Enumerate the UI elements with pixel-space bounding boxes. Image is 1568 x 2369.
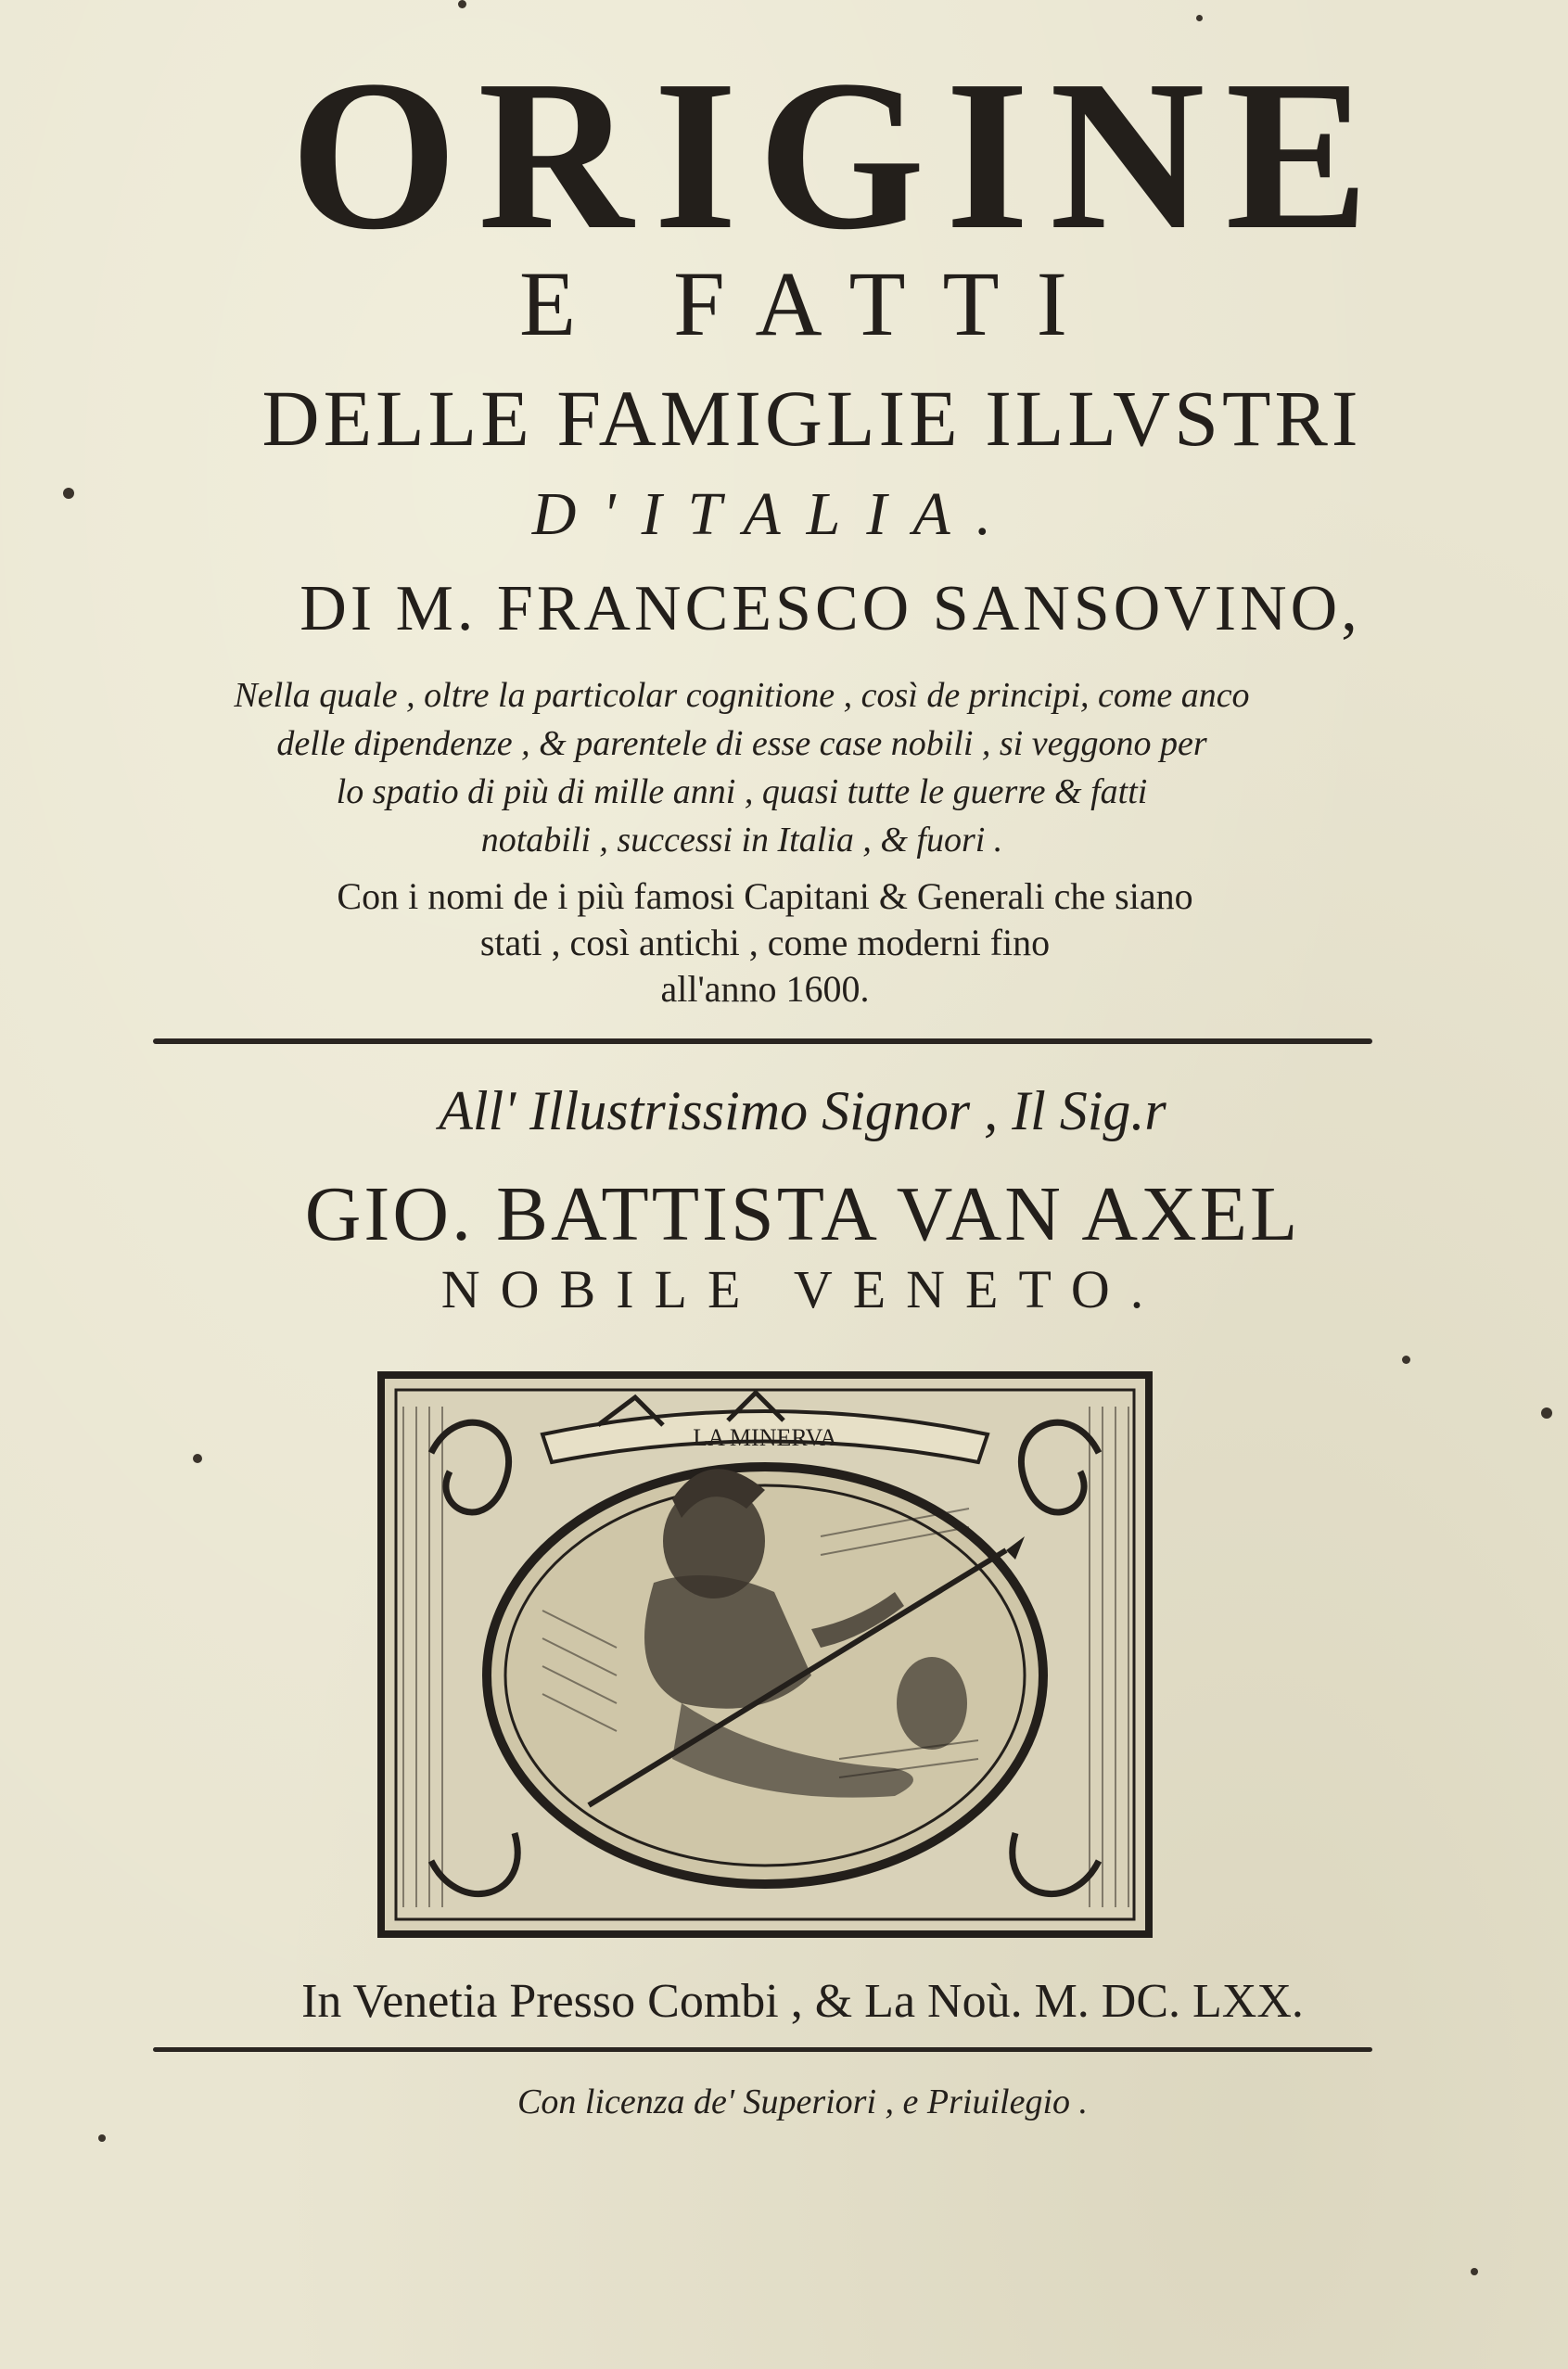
paper-speck	[63, 488, 74, 499]
divider-rule-top	[153, 1038, 1372, 1044]
author-line: DI M. FRANCESCO SANSOVINO,	[300, 573, 1361, 644]
paper-speck	[1471, 2268, 1478, 2275]
dedication-line-1: All' Illustrissimo Signor , Il Sig.r	[439, 1080, 1166, 1141]
names-line: all'anno 1600.	[660, 968, 870, 1010]
names-block	[185, 873, 1345, 1013]
dedication-line-3: NOBILE VENETO.	[440, 1259, 1165, 1319]
paper-speck	[1541, 1407, 1552, 1419]
paper-speck	[1402, 1356, 1410, 1364]
description-block	[139, 671, 1345, 864]
license-line: Con licenza de' Superiori , e Priuilegio .	[517, 2082, 1088, 2121]
book-title: ORIGINE	[289, 36, 1390, 274]
paper-speck	[1196, 15, 1203, 21]
names-line: Con i nomi de i più famosi Capitani & Generali che siano	[337, 875, 1193, 917]
description-line: Nella quale , oltre la particolar cognitione , così de principi, come anco	[234, 676, 1250, 715]
subtitle-line-2: DELLE FAMIGLIE ILLVSTRI	[261, 374, 1362, 463]
subtitle-line-1: E FATTI	[519, 252, 1104, 355]
imprint-line: In Venetia Presso Combi , & La Noù. M. DC. LXX.	[301, 1975, 1304, 2028]
emblem-banner-text: LA MINERVA	[693, 1424, 837, 1451]
paper-speck	[193, 1454, 202, 1463]
subtitle-line-3: D'ITALIA.	[531, 480, 1018, 548]
paper-speck	[458, 0, 466, 8]
divider-rule-bottom	[153, 2047, 1372, 2052]
dedication-line-2: GIO. BATTISTA VAN AXEL	[304, 1171, 1301, 1257]
names-line: stati , così antichi , come moderni fino	[479, 922, 1051, 963]
paper-speck	[98, 2134, 106, 2142]
description-line: delle dipendenze , & parentele di esse case nobili , si veggono per	[276, 724, 1207, 763]
description-line: notabili , successi in Italia , & fuori .	[480, 821, 1003, 860]
minerva-woodcut-emblem	[376, 1369, 1154, 1940]
description-line: lo spatio di più di mille anni , quasi tutte le guerre & fatti	[336, 772, 1148, 811]
